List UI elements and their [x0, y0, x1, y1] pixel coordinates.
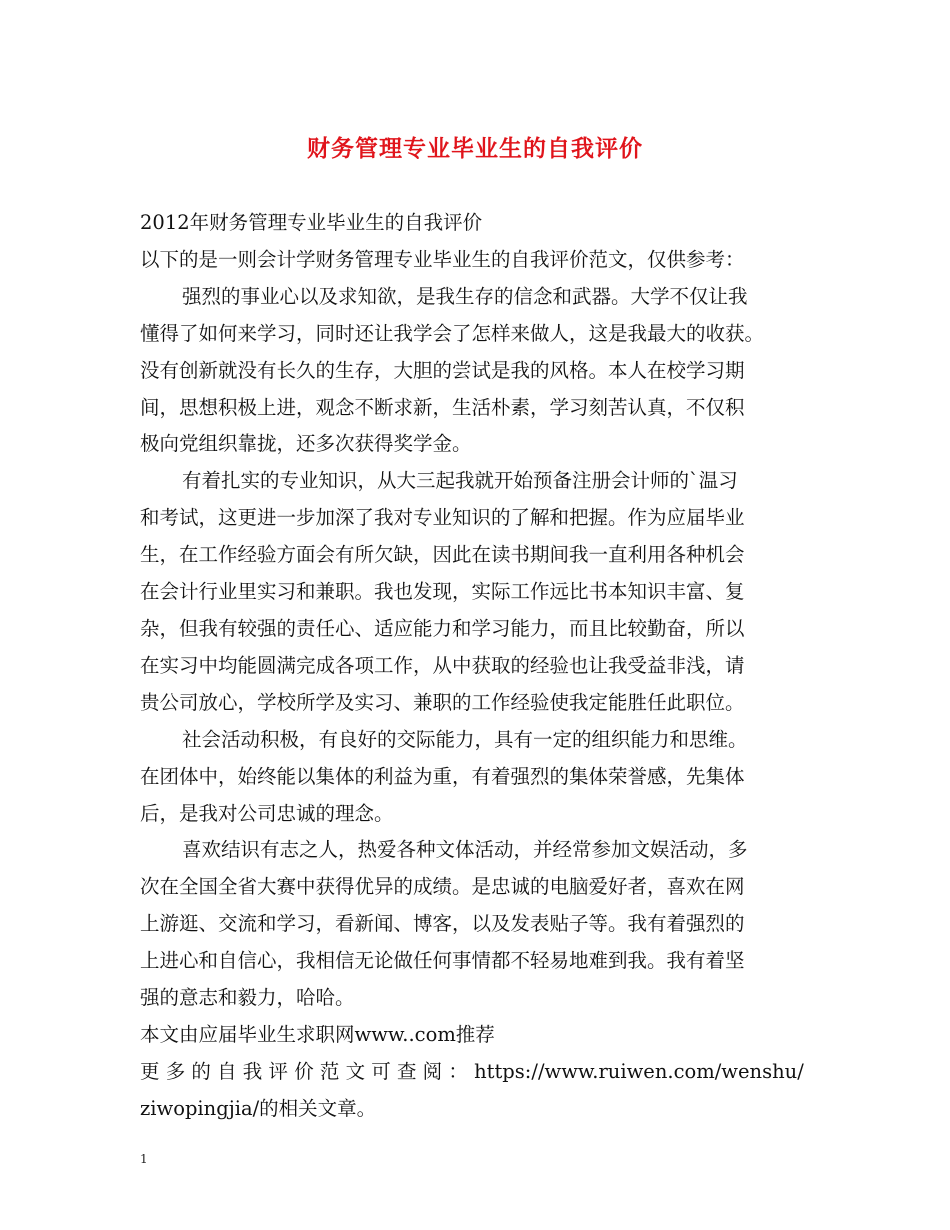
body-line: 有着扎实的专业知识，从大三起我就开始预备注册会计师的`温习 — [182, 469, 738, 493]
page-number: 1 — [140, 1152, 148, 1166]
body-line: 间，思想积极上进，观念不断求新，生活朴素，学习刻苦认真，不仅积 — [140, 395, 745, 419]
body-line: 在会计行业里实习和兼职。我也发现，实际工作远比书本知识丰富、复 — [140, 580, 745, 604]
body-line: 贵公司放心，学校所学及实习、兼职的工作经验使我定能胜任此职位。 — [140, 690, 745, 714]
body-line: 后，是我对公司忠诚的理念。 — [140, 801, 394, 825]
body-line: 本文由应届毕业生求职网www..com推荐 — [140, 1022, 495, 1046]
body-line: 在团体中，始终能以集体的利益为重，有着强烈的集体荣誉感，先集体 — [140, 764, 745, 788]
body-line: 强烈的事业心以及求知欲，是我生存的信念和武器。大学不仅让我 — [182, 284, 748, 308]
body-line: 次在全国全省大赛中获得优异的成绩。是忠诚的电脑爱好者，喜欢在网 — [140, 875, 745, 899]
body-line: 2012年财务管理专业毕业生的自我评价 — [140, 211, 483, 234]
body-line: 上进心和自信心，我相信无论做任何事情都不轻易地难到我。我有着坚 — [140, 949, 745, 973]
body-line: 喜欢结识有志之人，热爱各种文体活动，并经常参加文娱活动，多 — [182, 838, 748, 862]
body-line: 杂，但我有较强的责任心、适应能力和学习能力，而且比较勤奋，所以 — [140, 616, 745, 640]
document-title: 财务管理专业毕业生的自我评价 — [307, 135, 643, 162]
body-line: 社会活动积极，有良好的交际能力，具有一定的组织能力和思维。 — [182, 727, 748, 751]
body-line: 在实习中均能圆满完成各项工作，从中获取的经验也让我受益非浅，请 — [140, 653, 745, 677]
body-line: 以下的是一则会计学财务管理专业毕业生的自我评价范文，仅供参考： — [140, 247, 745, 271]
body-line: 极向党组织靠拢，还多次获得奖学金。 — [140, 432, 472, 456]
body-line: 更 多 的 自 我 评 价 范 文 可 查 阅 ： https://www.ruiwen.com/wenshu/ — [140, 1059, 804, 1083]
document-body — [140, 205, 820, 1128]
body-line: 强的意志和毅力，哈哈。 — [140, 986, 355, 1010]
body-line: 没有创新就没有长久的生存，大胆的尝试是我的风格。本人在校学习期 — [140, 358, 745, 382]
body-line: 和考试，这更进一步加深了我对专业知识的了解和把握。作为应届毕业 — [140, 506, 745, 530]
body-line: ziwopingjia/的相关文章。 — [140, 1096, 377, 1120]
body-line: 生，在工作经验方面会有所欠缺，因此在读书期间我一直利用各种机会 — [140, 543, 745, 567]
body-line: 懂得了如何来学习，同时还让我学会了怎样来做人，这是我最大的收获。 — [140, 321, 765, 345]
body-line: 上游逛、交流和学习，看新闻、博客，以及发表贴子等。我有着强烈的 — [140, 912, 745, 936]
